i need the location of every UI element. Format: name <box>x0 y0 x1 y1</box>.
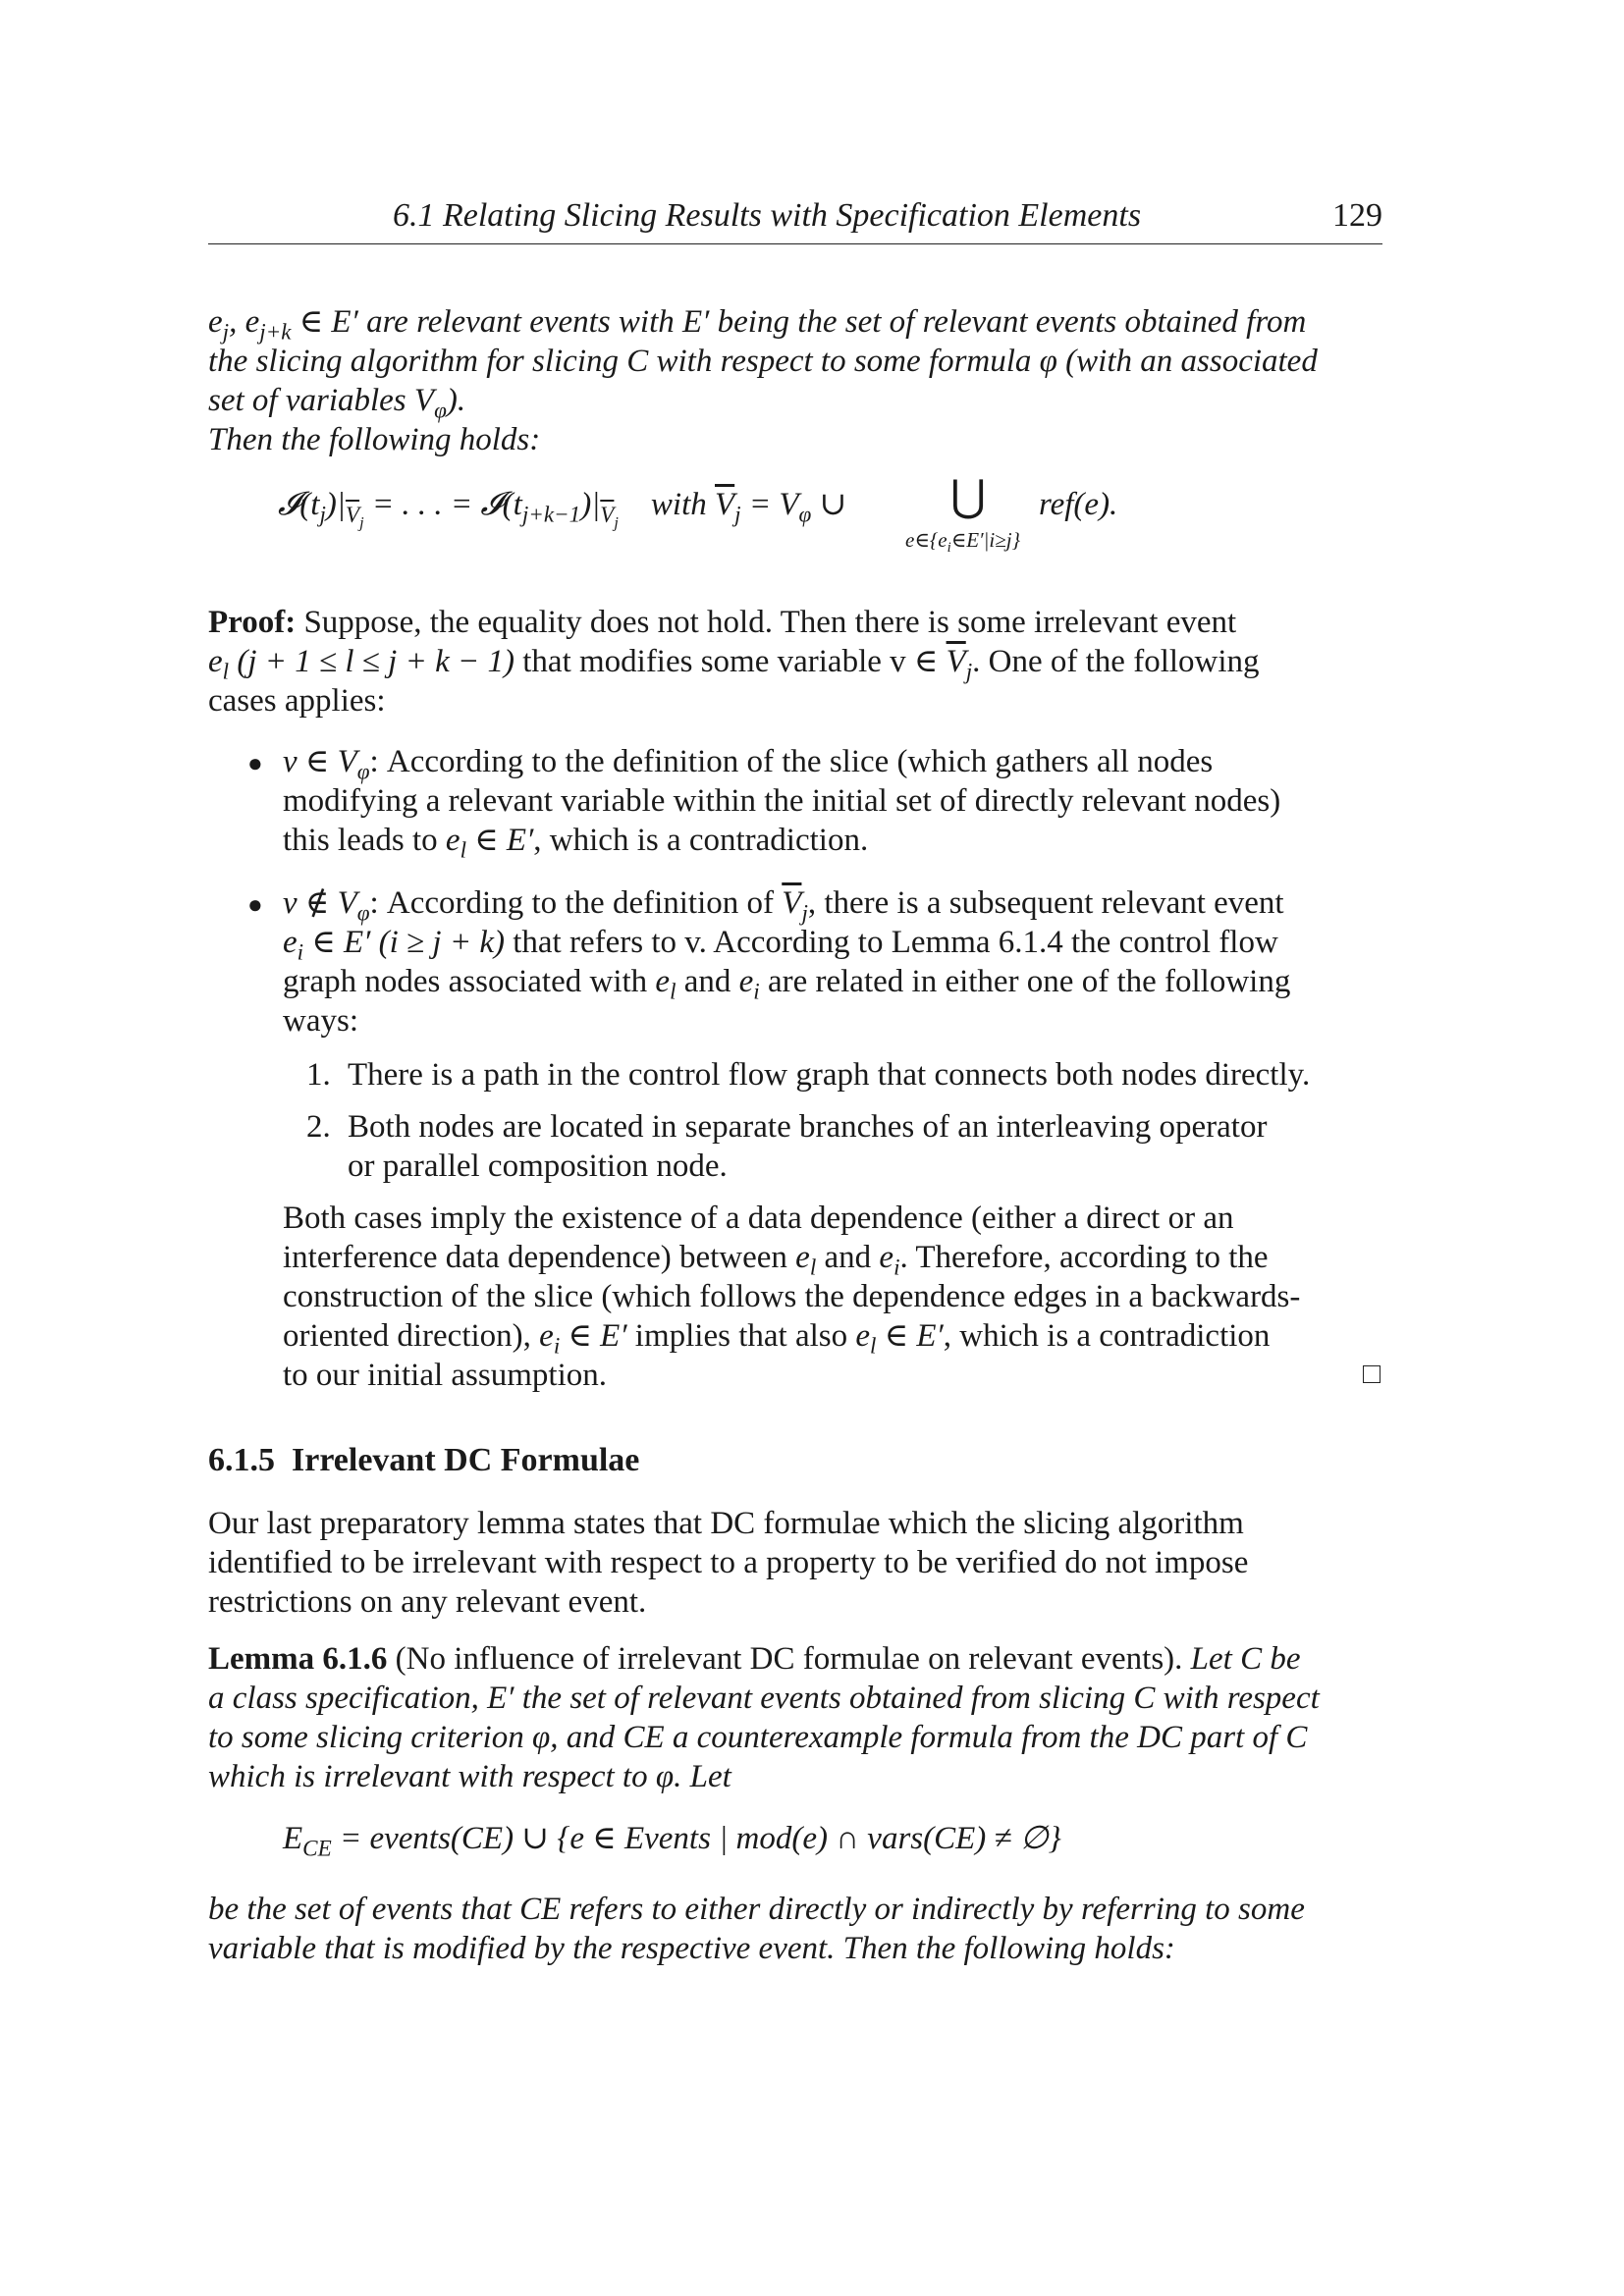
running-title: 6.1 Relating Slicing Results with Specification Elements <box>393 197 1142 234</box>
bullet1-line-3: this leads to $e_l$ ∈ E′, which is a contradiction. <box>283 823 869 863</box>
closing-paragraph: be the set of events that CE refers to either directly or indirectly by referring to some variable that is modified by the respective event. Then the following holds: <box>208 1892 1305 1966</box>
intro-line-4: Then the following holds: <box>208 422 541 457</box>
bullet2-line-1: v ∉ $V_\varphi$: According to the definition of $\overline{V}_j$, there is a subsequent relevant event <box>283 885 1284 926</box>
case-item-1: There is a path in the control flow graph that connects both nodes directly. <box>348 1057 1311 1093</box>
equation-1-rhs: ref(e). <box>1039 487 1118 522</box>
lemma-line-1: Lemma 6.1.6 (No influence of irrelevant DC formulae on relevant events). Let C be <box>208 1641 1301 1677</box>
case-item-2: Both nodes are located in separate branches of an interleaving operator or parallel composition node. <box>348 1109 1268 1184</box>
lemma-line-4: which is irrelevant with respect to φ. Let <box>208 1759 731 1794</box>
lemma-statement <box>208 1639 1382 1796</box>
lemma-continuation <box>208 302 1382 459</box>
proof-line-3: cases applies: <box>208 683 386 719</box>
bullet-item-1 <box>283 742 1382 863</box>
bullet2-line-4: ways: <box>283 1003 358 1039</box>
intro-line-1: $e_j$, $e_{j+k}$ ∈ E′ are relevant events with E′ being the set of relevant events obtained from <box>208 304 1307 345</box>
bullet-item-2 <box>283 883 1382 1041</box>
conclusion-line-4: oriented direction), $e_i$ ∈ E′ implies that also $e_l$ ∈ E′, which is a contradiction <box>283 1318 1271 1359</box>
conclusion-line-2: interference data dependence) between $e_l$ and $e_i$. Therefore, according to the <box>283 1240 1269 1280</box>
bullet2-line-3: graph nodes associated with $e_l$ and $e_i$ are related in either one of the following <box>283 964 1291 1004</box>
case-number-2: 2. <box>306 1109 331 1145</box>
section-paragraph: Our last preparatory lemma states that DC formulae which the slicing algorithm identified to be irrelevant with respect to a property to be verified do not impose restrictions on any relevant event. <box>208 1506 1249 1620</box>
equation-1: $𝓘(t_j)|_{\overline{V}_j}$ = . . . = $𝓘(t_{j+k-1})|_{\overline{V}_j}$ with $\overline{V}_j = V_\varphi$ ∪ <box>278 487 847 532</box>
conclusion-line-1: Both cases imply the existence of a data dependence (either a direct or an <box>283 1201 1234 1236</box>
case-number-1: 1. <box>306 1057 331 1093</box>
intro-line-3: set of variables $V_\varphi$). <box>208 383 466 423</box>
equation-2: $E_{CE}$ = events(CE) ∪ {e ∈ Events | mod(e) ∩ vars(CE) ≠ ∅} <box>283 1821 1061 1861</box>
bullet2-line-2: $e_i$ ∈ E′ (i ≥ j + k) that refers to v. According to Lemma 6.1.4 the control flow <box>283 925 1278 965</box>
bullet1-line-1: v ∈ $V_\varphi$: According to the definition of the slice (which gathers all nodes <box>283 744 1214 784</box>
proof-paragraph <box>208 603 1382 721</box>
lemma-line-3: to some slicing criterion φ, and CE a counterexample formula from the DC part of C <box>208 1720 1308 1755</box>
qed-box-icon <box>1363 1365 1380 1383</box>
bullet-icon: ● <box>247 890 263 919</box>
section-number: 6.1.5 <box>208 1442 275 1478</box>
bullet-icon: ● <box>247 749 263 777</box>
intro-line-2: the slicing algorithm for slicing C with respect to some formula φ (with an associated <box>208 344 1318 379</box>
running-header <box>208 196 1382 244</box>
bullet1-line-2: modifying a relevant variable within the initial set of directly relevant nodes) <box>283 783 1281 819</box>
page-number: 129 <box>1332 197 1382 234</box>
section-heading <box>208 1441 639 1480</box>
lemma-line-2: a class specification, E′ the set of relevant events obtained from slicing C with respect <box>208 1681 1320 1716</box>
conclusion-line-3: construction of the slice (which follows the dependence edges in a backwards- <box>283 1279 1301 1314</box>
conclusion-paragraph <box>283 1199 1382 1395</box>
section-title: Irrelevant DC Formulae <box>292 1442 640 1478</box>
proof-line-1: Proof: Suppose, the equality does not hold. Then there is some irrelevant event <box>208 605 1237 640</box>
proof-line-2: $e_l$ (j + 1 ≤ l ≤ j + k − 1) that modifies some variable v ∈ $\overline{V}_j$. One of the following <box>208 644 1260 684</box>
union-subscript: $e\in\{e_i\in E'|i\ge j\}$ <box>905 528 1021 557</box>
conclusion-line-5: to our initial assumption. <box>283 1358 607 1393</box>
big-union-symbol: ⋃ <box>950 472 987 520</box>
